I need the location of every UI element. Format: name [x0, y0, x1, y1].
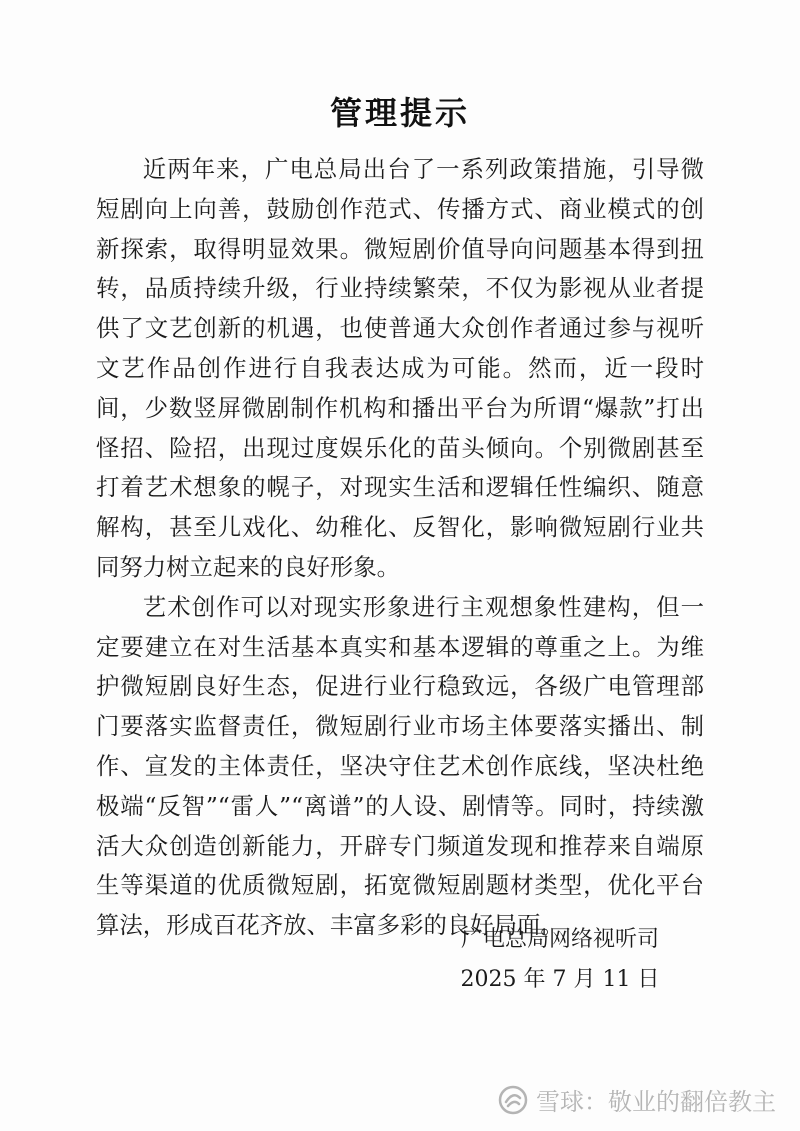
paragraph-1: 近两年来，广电总局出台了一系列政策措施，引导微短剧向上向善，鼓励创作范式、传播方式、商业模式的创新探索，取得明显效果。微短剧价值导向问题基本得到扭转，品质持续升级，行业持续繁荣，不仅为影视从业者提供了文艺创新的机遇，也使普通大众创作者通过参与视听文艺作品创作进行自我表达成为可能。然而，近一段时间，少数竖屏微剧制作机构和播出平台为所谓“爆款”打出怪招、险招，出现过度娱乐化的苗头倾向。个别微剧甚至打着艺术想象的幌子，对现实生活和逻辑任性编织、随意解构，甚至儿戏化、幼稚化、反智化，影响微短剧行业共同努力树立起来的良好形象。 — [96, 155, 704, 581]
document-title: 管理提示 — [329, 94, 470, 132]
signature-block — [440, 920, 680, 1000]
signature-organization: 广电总局网络视听司 — [460, 927, 659, 952]
watermark — [498, 1082, 776, 1117]
signature-date: 2025 年 7 月 11 日 — [460, 967, 660, 992]
document-body — [96, 150, 704, 946]
snowball-logo-icon — [498, 1085, 528, 1115]
paragraph-2: 艺术创作可以对现实形象进行主观想象性建构，但一定要建立在对生活基本真实和基本逻辑的尊重之上。为维护微短剧良好生态，促进行业行稳致远，各级广电管理部门要落实监督责任，微短剧行业市场主体要落实播出、制作、宣发的主体责任，坚决守住艺术创作底线，坚决杜绝极端“反智”“雷人”“离谱”的人设、剧情等。同时，持续激活大众创造创新能力，开辟专门频道发现和推荐来自端原生等渠道的优质微短剧，拓宽微短剧题材类型，优化平台算法，形成百花齐放、丰富多彩的良好局面。 — [96, 592, 704, 940]
watermark-text: 雪球：敬业的翻倍教主 — [536, 1088, 776, 1116]
